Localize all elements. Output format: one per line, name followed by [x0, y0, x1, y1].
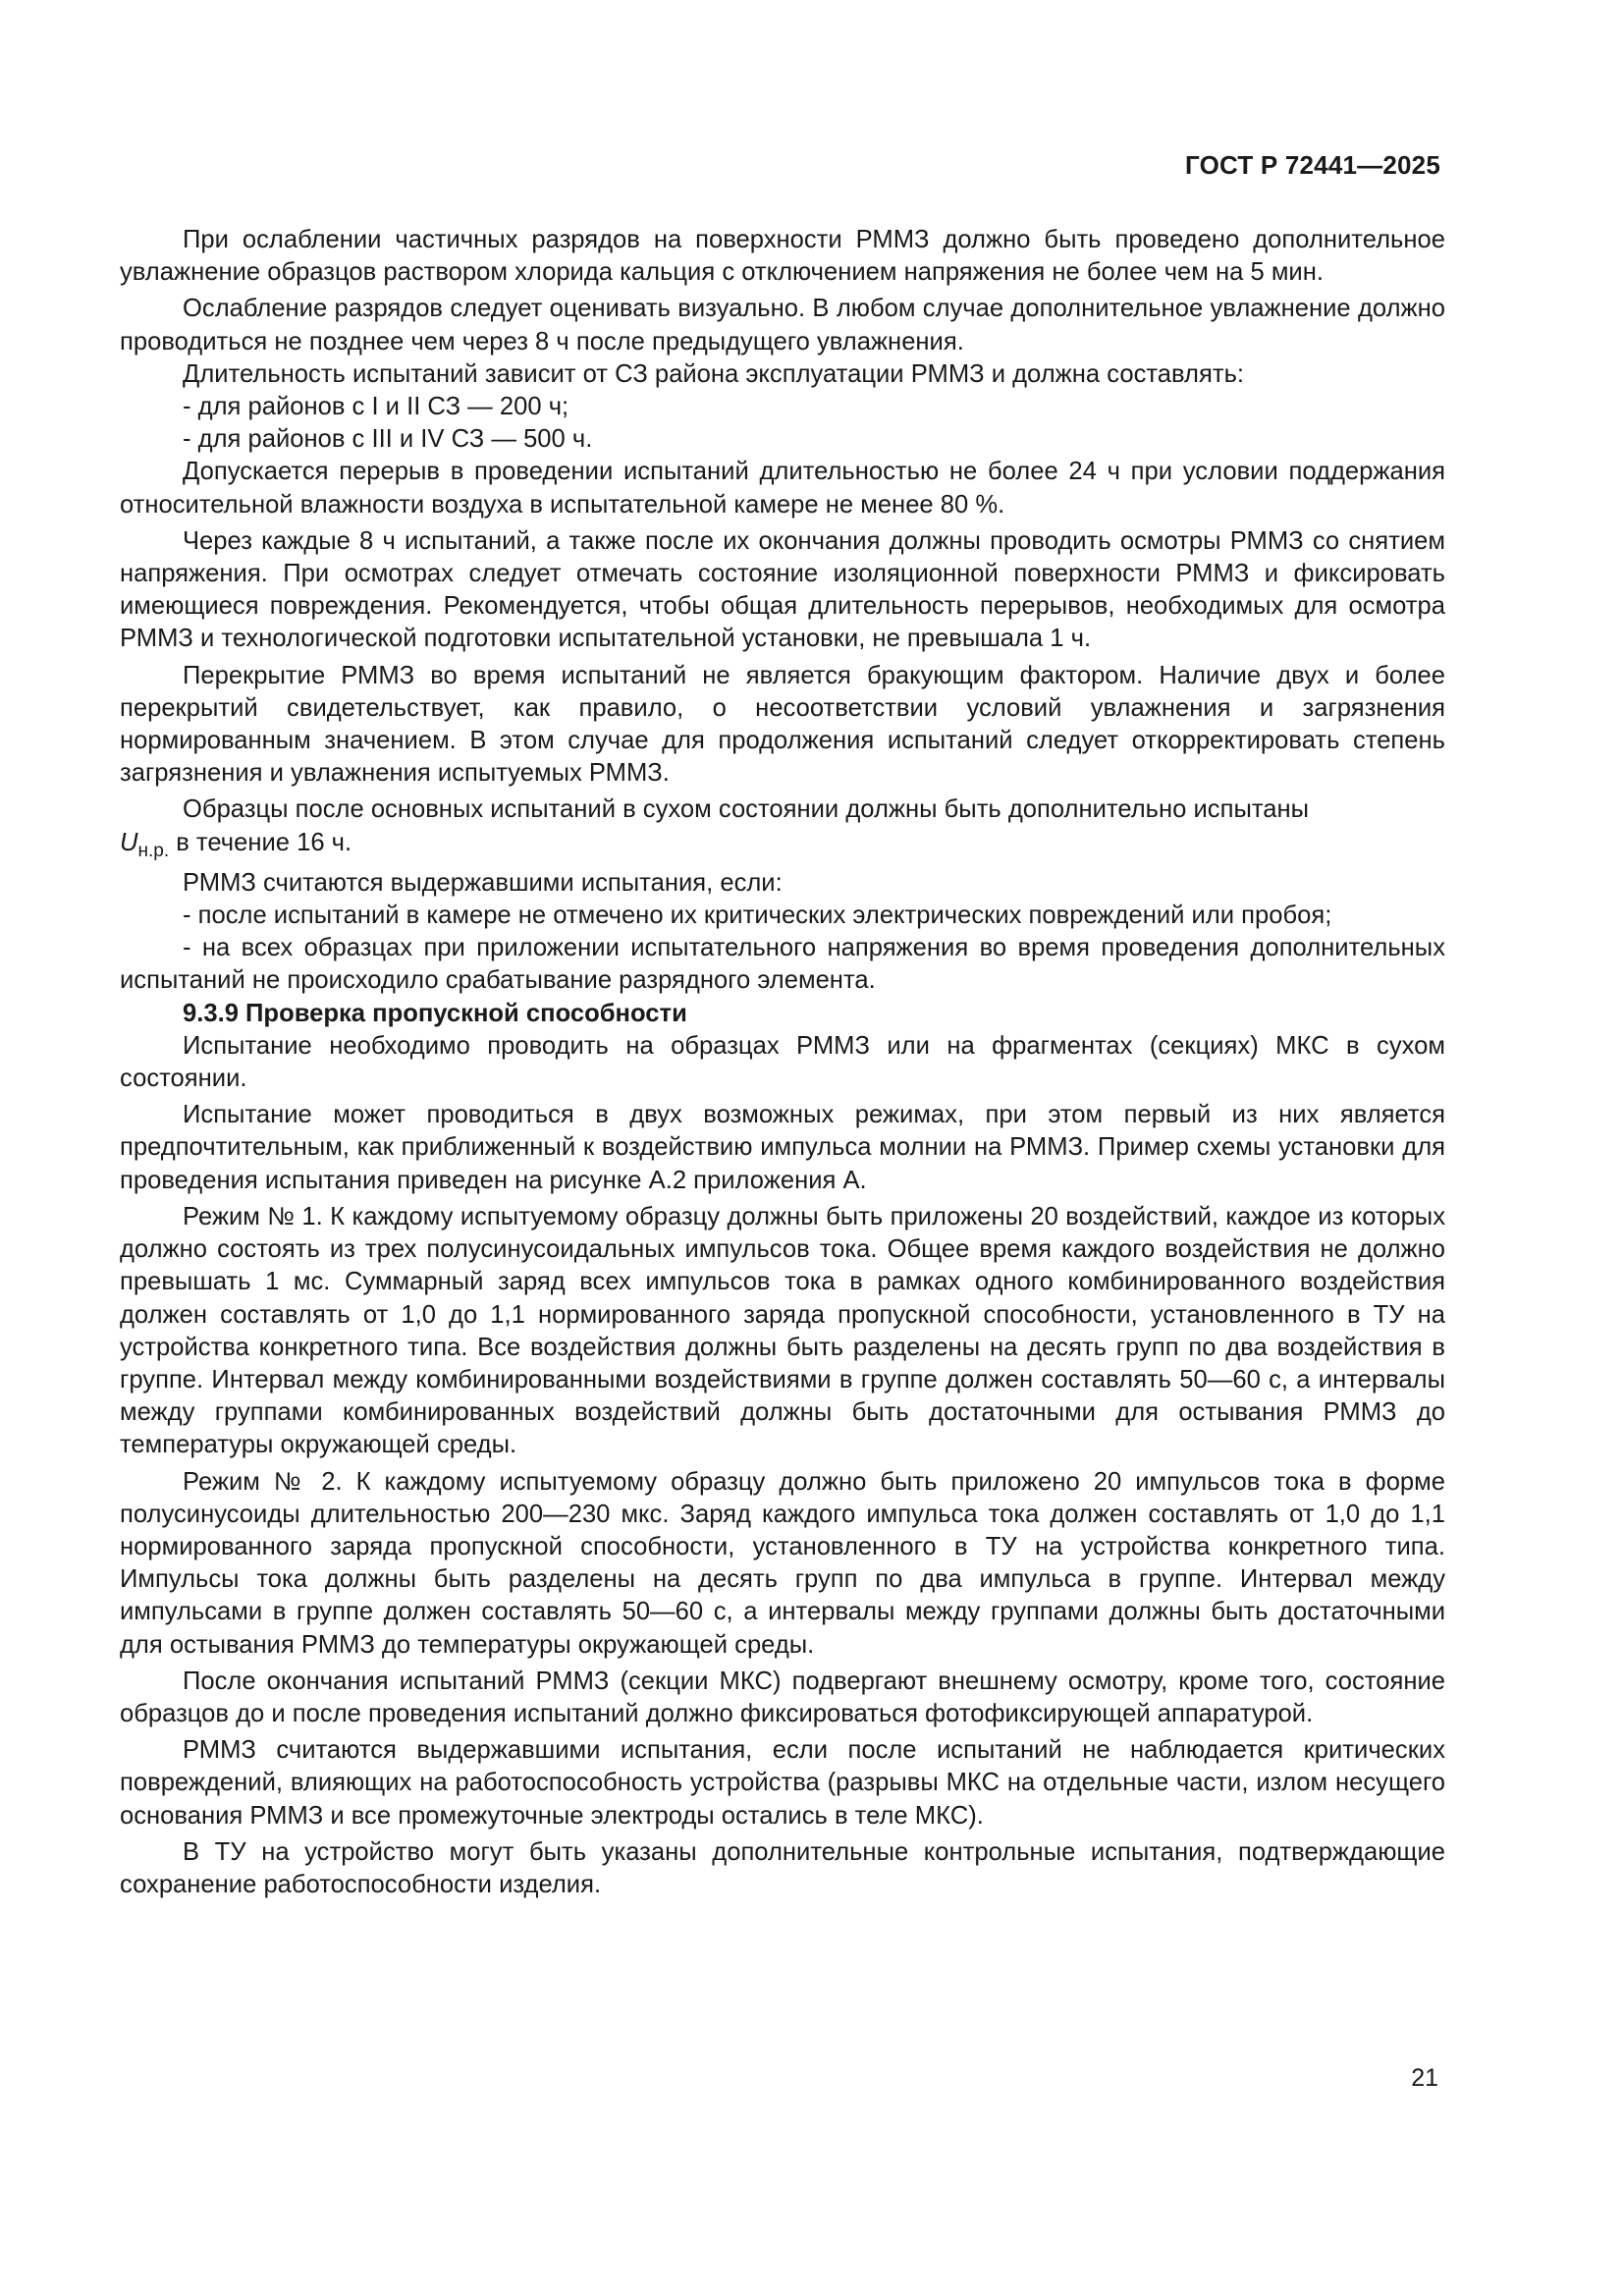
page-number: 21 [1411, 2064, 1438, 2092]
paragraph-capacity-modes: Испытание может проводиться в двух возможных режимах, при этом первый из них является предпочтительным, как приближенный к воздействию импульса молнии на РММЗ. Пример схемы установки для проведения испытания приведен на рисунке А.2 приложения А. [120, 1101, 1445, 1194]
dry-test-text: Образцы после основных испытаний в сухом состоянии должны быть дополнительно испытаны [183, 795, 1310, 824]
dry-test-duration: в течение 16 ч. [169, 828, 352, 856]
paragraph-discharge-assessment: Ослабление разрядов следует оценивать визуально. В любом случае дополнительное увлажнение должно проводиться не позднее чем через 8 ч после предыдущего увлажнения. [120, 295, 1445, 355]
list-item-duration-1: - для районов с I и II СЗ — 200 ч; [183, 393, 569, 421]
paragraph-additional-tests: В ТУ на устройство могут быть указаны дополнительные контрольные испытания, подтверждающие сохранение работоспособности изделия. [120, 1837, 1445, 1898]
paragraph-capacity-pass: РММЗ считаются выдержавшими испытания, если после испытаний не наблюдается критических повреждений, влияющих на работоспособность устройства (разрывы МКС на отдельные части, излом несущего основания РММЗ и все промежуточные электроды остались в теле МКС). [120, 1736, 1445, 1830]
paragraph-inspections: Через каждые 8 ч испытаний, а также после их окончания должны проводить осмотры РММЗ со снятием напряжения. При осмотрах следует отмечать состояние изоляционной поверхности РММЗ и фиксировать имеющиеся повреждения. Рекомендуется, чтобы общая длительность перерывов, необходимых для осмотра РММЗ и технологической подготовки испытательной установки, не превышала 1 ч. [120, 526, 1445, 653]
paragraph-test-duration: Длительность испытаний зависит от СЗ района эксплуатации РММЗ и должна составлять: [183, 359, 1245, 388]
voltage-subscript: н.р. [137, 840, 170, 861]
paragraph-mode-2: Режим № 2. К каждому испытуемому образцу должно быть приложено 20 импульсов тока в форме полусинусоиды длительностью 200—230 мкс. Заряд каждого импульса тока должен составлять от 1,0 до 1,1 нормированного заряда пропускной способности, установленного в ТУ на устройства конкретного типа. Импульсы тока должны быть разделены на десять групп по два импульса в группе. Интервал между импульсами в группе должен составлять 50—60 с, а интервалы между группами должны быть достаточными для остывания РММЗ до температуры окружающей среды. [120, 1467, 1445, 1659]
paragraph-pass-criteria: РММЗ считаются выдержавшими испытания, если: [183, 868, 783, 897]
paragraph-capacity-samples: Испытание необходимо проводить на образцах РММЗ или на фрагментах (секциях) МКС в сухом состоянии. [120, 1031, 1445, 1093]
list-item-criteria-1: - после испытаний в камере не отмечено их критических электрических повреждений или пробоя; [183, 902, 1332, 930]
voltage-symbol: $U_{н.р.}$ [120, 828, 170, 861]
page-body [120, 224, 1445, 1901]
paragraph-additional-humidification: При ослаблении частичных разрядов на поверхности РММЗ должно быть проведено дополнительное увлажнение образцов раствором хлорида кальция с отключением напряжения не более чем на 5 мин. [120, 226, 1445, 287]
paragraph-test-break: Допускается перерыв в проведении испытаний длительностью не более 24 ч при условии поддержания относительной влажности воздуха в испытательной камере не менее 80 %. [120, 458, 1445, 519]
list-item-criteria-2: - на всех образцах при приложении испытательного напряжения во время проведения дополнительных испытаний не происходило срабатывание разрядного элемента. [120, 934, 1445, 995]
list-item-duration-2: - для районов с III и IV СЗ — 500 ч. [183, 425, 593, 454]
standard-designation: ГОСТ Р 72441—2025 [1185, 150, 1440, 180]
paragraph-mode-1: Режим № 1. К каждому испытуемому образцу должны быть приложены 20 воздействий, каждое из которых должно состоять из трех полусинусоидальных импульсов тока. Общее время каждого воздействия не должно превышать 1 мс. Суммарный заряд всех импульсов тока в рамках одного комбинированного воздействия должен составлять от 1,0 до 1,1 нормированного заряда пропускной способности, установленного в ТУ на устройства конкретного типа. Все воздействия должны быть разделены на десять групп по два воздействия в группе. Интервал между комбинированными воздействиями в группе должен составлять 50—60 с, а интервалы между группами комбинированных воздействий должны быть достаточными для остывания РММЗ до температуры окружающей среды. [120, 1202, 1445, 1459]
paragraph-dry-test [120, 793, 1445, 866]
paragraph-visual-inspection: После окончания испытаний РММЗ (секции МКС) подвергают внешнему осмотру, кроме того, состояние образцов до и после проведения испытаний должно фиксироваться фотофиксирующей аппаратурой. [120, 1667, 1445, 1727]
section-heading: 9.3.9 Проверка пропускной способности [183, 999, 687, 1027]
paragraph-flashover: Перекрытие РММЗ во время испытаний не является бракующим фактором. Наличие двух и более перекрытий свидетельствует, как правило, о несоответствии условий увлажнения и загрязнения нормированным значением. В этом случае для продолжения испытаний следует откорректировать степень загрязнения и увлажнения испытуемых РММЗ. [120, 661, 1445, 788]
